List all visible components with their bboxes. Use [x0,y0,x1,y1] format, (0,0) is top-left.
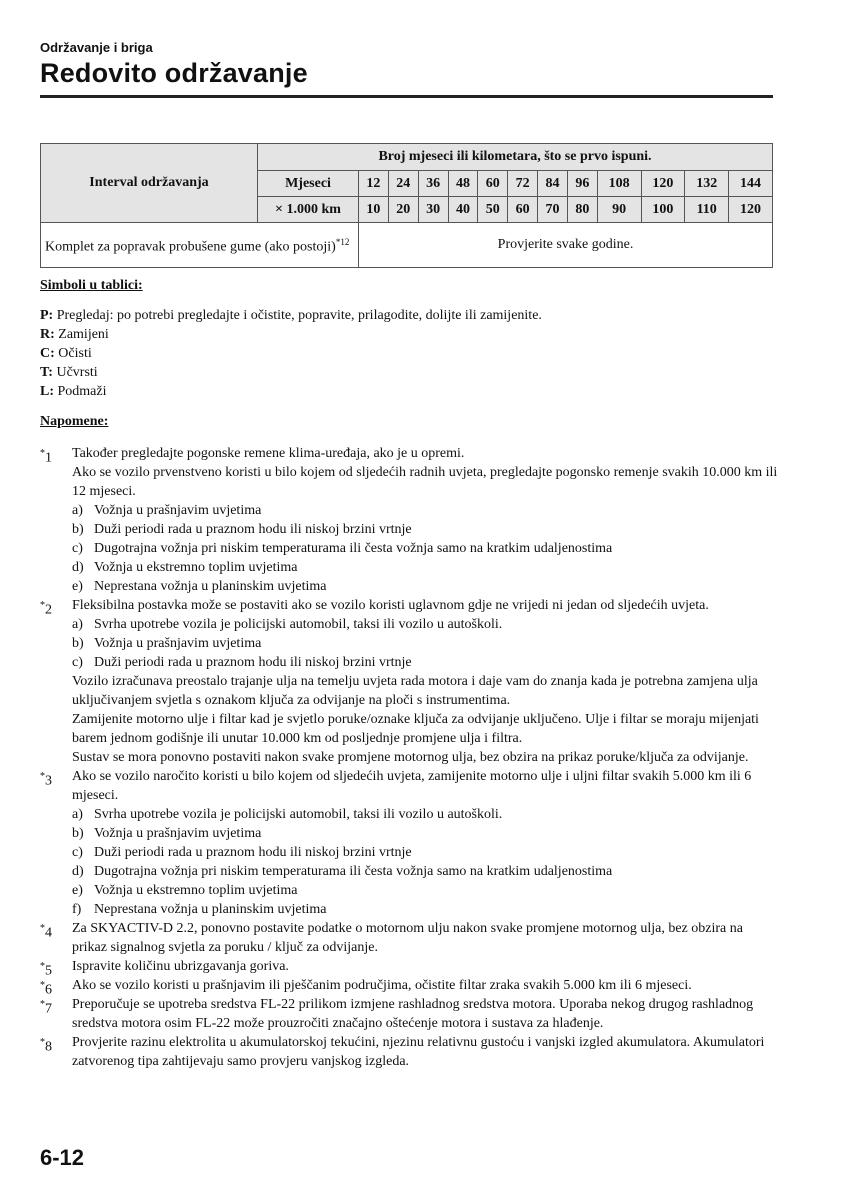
subitem-text: Svrha upotrebe vozila je policijski automobil, taksi ili vozilo u autoškoli. [94,617,503,632]
subitem-letter: e) [72,579,83,594]
group-header: Broj mjeseci ili kilometara, što se prvo ispuni. [258,144,773,171]
note-number: 7 [45,1001,52,1017]
symbol-text: Učvrsti [56,365,98,380]
note-subitem [72,558,780,577]
note-subitem [72,843,780,862]
km-cell: 20 [388,197,418,223]
months-cell: 84 [538,171,568,197]
note-star: * [40,1037,45,1048]
note-subitem [72,615,780,634]
note-6 [40,976,780,998]
kit-value: Provjerite svake godine. [359,223,773,268]
km-cell: 90 [597,197,641,223]
km-cell: 70 [538,197,568,223]
subitem-letter: c) [72,655,83,670]
months-cell: 144 [729,171,773,197]
subitem-letter: b) [72,522,84,537]
note-subitem [72,501,780,520]
km-cell: 50 [478,197,508,223]
note-text: Ispravite količinu ubrizgavanja goriva. [72,959,289,974]
note-4 [40,919,780,957]
maintenance-table [40,143,773,268]
note-marker [40,919,52,943]
note-subitem [72,862,780,881]
note-text: Sustav se mora ponovno postaviti nakon svake promjene motornog ulja, bez obzira na prikaz poruke/ključa za odvijanje. [72,750,749,765]
months-cell: 132 [685,171,729,197]
subitem-letter: e) [72,883,83,898]
km-cell: 60 [508,197,538,223]
note-star: * [40,600,45,611]
note-text: Provjerite razinu elektrolita u akumulatorskoj tekućini, njezinu relativnu gustoću i vanjski izgled akumulatora. Akumulatori zatvorenog tipa zahtijevaju samo provjeru vanjskog izgleda. [72,1035,765,1069]
subitem-text: Duži periodi rada u praznom hodu ili niskoj brzini vrtnje [94,655,412,670]
note-subitem [72,520,780,539]
subitem-letter: c) [72,845,83,860]
months-cell: 72 [508,171,538,197]
symbol-text: Pregledaj: po potrebi pregledajte i očistite, popravite, prilagodite, dolijte ili zamijenite. [56,308,542,323]
note-star: * [40,961,45,972]
note-subitem [72,634,780,653]
symbol-text: Očisti [58,346,92,361]
note-marker [40,1033,52,1057]
note-star: * [40,448,45,459]
note-text: Vozilo izračunava preostalo trajanje ulja na temelju uvjeta rada motora i daje vam do znanja kada je potrebna zamjena ulja uključivanjem svjetla s oznakom ključa za odvijanje na ploči s instrumentima. [72,674,758,708]
page-number: 6-12 [40,1145,85,1170]
subitem-text: Dugotrajna vožnja pri niskim temperaturama ili česta vožnja samo na kratkim udaljenostima [94,864,613,879]
note-number: 5 [45,963,52,979]
symbol-item [40,382,107,401]
note-number: 3 [45,773,52,789]
note-subitem [72,881,780,900]
note-text: Ako se vozilo prvenstveno koristi u bilo kojem od sljedećih radnih uvjeta, pregledajte pogonsko remenje svakih 10.000 km ili 12 mjeseci. [72,465,778,499]
subitem-letter: b) [72,636,84,651]
subitem-text: Vožnja u prašnjavim uvjetima [94,636,262,651]
subitem-letter: d) [72,560,84,575]
note-text: Preporučuje se upotreba sredstva FL-22 prilikom izmjene rashladnog sredstva motora. Uporaba nekog drugog rashladnog sredstva motora osim FL-22 može prouzročiti značajno oštećenje motora i sustava za hlađenje. [72,997,754,1031]
subitem-text: Dugotrajna vožnja pri niskim temperaturama ili česta vožnja samo na kratkim udaljenostima [94,541,613,556]
subitem-text: Svrha upotrebe vozila je policijski automobil, taksi ili vozilo u autoškoli. [94,807,503,822]
subitem-letter: f) [72,902,82,917]
page-title: Redovito održavanje [40,58,308,88]
note-text: Također pregledajte pogonske remene klima-uređaja, ako je u opremi. [72,446,465,461]
note-7 [40,995,780,1033]
kit-row [41,223,773,268]
note-subitem [72,539,780,558]
note-number: 2 [45,602,52,618]
subitem-text: Neprestana vožnja u planinskim uvjetima [94,579,327,594]
symbol-text: Podmaži [57,384,107,399]
note-star: * [40,771,45,782]
symbol-item [40,363,98,382]
note-text: Ako se vozilo naročito koristi u bilo kojem od sljedećih uvjeta, zamijenite motorno ulje i uljni filtar svakih 5.000 km ili 6 mjeseci. [72,769,752,803]
symbol-key: T: [40,365,53,380]
note-star: * [40,923,45,934]
note-subitem [72,577,780,596]
km-cell: 80 [567,197,597,223]
symbols-heading: Simboli u tablici: [40,278,143,293]
symbol-item [40,306,542,325]
note-subitem [72,900,780,919]
note-text: Ako se vozilo koristi u prašnjavim ili pješčanim područjima, očistite filtar zraka svakih 5.000 km ili 6 mjeseci. [72,978,692,993]
subitem-text: Duži periodi rada u praznom hodu ili niskoj brzini vrtnje [94,845,412,860]
subitem-text: Vožnja u ekstremno toplim uvjetima [94,883,298,898]
subitem-letter: a) [72,503,83,518]
interval-label: Interval održavanja [41,144,258,223]
subitem-text: Neprestana vožnja u planinskim uvjetima [94,902,327,917]
note-text: Za SKYACTIV-D 2.2, ponovno postavite podatke o motornom ulju nakon svake promjene motornog ulja, bez obzira na prikaz signalnog svjetla za poruku / ključ za odvijanje. [72,921,743,955]
months-cell: 108 [597,171,641,197]
note-marker [40,995,52,1019]
subitem-text: Vožnja u ekstremno toplim uvjetima [94,560,298,575]
km-label: × 1.000 km [258,197,359,223]
note-5 [40,957,780,979]
note-number: 8 [45,1039,52,1055]
note-number: 1 [45,450,52,466]
months-cell: 120 [641,171,685,197]
kit-ref: *12 [335,237,350,248]
symbol-item [40,344,92,363]
symbol-key: C: [40,346,55,361]
note-text: Fleksibilna postavka može se postaviti ako se vozilo koristi uglavnom gdje ne vrijedi ni jedan od sljedećih uvjeta. [72,598,709,613]
note-1 [40,444,780,596]
months-cell: 24 [388,171,418,197]
table-header-row [41,144,773,171]
months-label: Mjeseci [258,171,359,197]
notes-list [40,444,780,1071]
notes-heading: Napomene: [40,414,109,429]
note-number: 4 [45,925,52,941]
note-text: Zamijenite motorno ulje i filtar kad je svjetlo poruke/oznake ključa za odvijanje uključeno. Ulje i filtar se moraju mijenjati barem jednom godišnje ili unutar 10.000 km od posljednje promjene ulja i filtra. [72,712,759,746]
symbol-key: R: [40,327,55,342]
note-marker [40,444,52,468]
note-marker [40,767,52,791]
note-star: * [40,980,45,991]
km-cell: 10 [359,197,389,223]
subitem-text: Vožnja u prašnjavim uvjetima [94,826,262,841]
months-cell: 12 [359,171,389,197]
note-3 [40,767,780,919]
subitem-letter: a) [72,807,83,822]
subitem-text: Vožnja u prašnjavim uvjetima [94,503,262,518]
km-cell: 100 [641,197,685,223]
section-label: Održavanje i briga [40,40,153,55]
kit-label [41,223,359,268]
km-cell: 120 [729,197,773,223]
months-cell: 36 [418,171,448,197]
subitem-text: Duži periodi rada u praznom hodu ili niskoj brzini vrtnje [94,522,412,537]
note-subitem [72,805,780,824]
note-star: * [40,999,45,1010]
months-cell: 96 [567,171,597,197]
km-cell: 30 [418,197,448,223]
symbol-key: L: [40,384,54,399]
note-marker [40,596,52,620]
symbol-item [40,325,109,344]
subitem-letter: c) [72,541,83,556]
note-8 [40,1033,780,1071]
note-2 [40,596,780,767]
subitem-letter: b) [72,826,84,841]
months-cell: 60 [478,171,508,197]
subitem-letter: d) [72,864,84,879]
note-number: 6 [45,982,52,998]
title-divider [40,95,773,98]
note-subitem [72,653,780,672]
symbol-key: P: [40,308,54,323]
months-cell: 48 [448,171,478,197]
km-cell: 40 [448,197,478,223]
note-subitem [72,824,780,843]
kit-label-text: Komplet za popravak probušene gume (ako postoji) [45,239,336,255]
km-cell: 110 [685,197,729,223]
symbol-text: Zamijeni [58,327,109,342]
subitem-letter: a) [72,617,83,632]
